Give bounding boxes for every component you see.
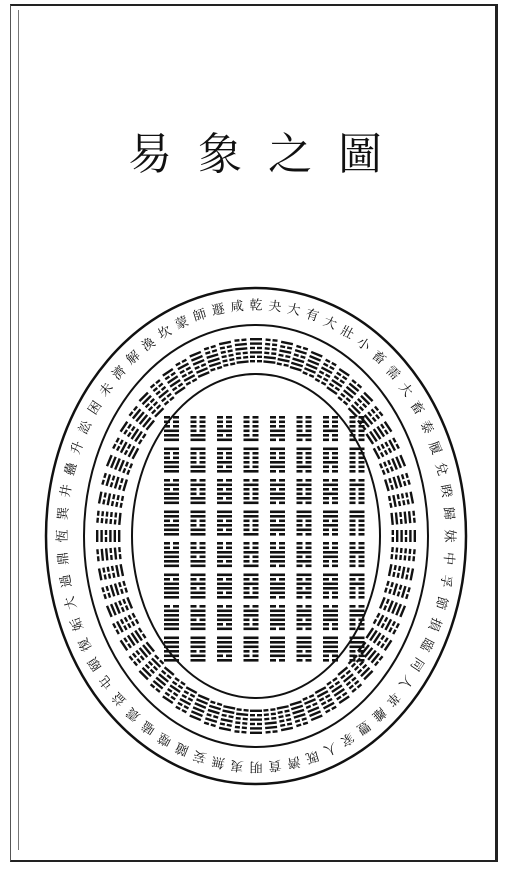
grid-hexagram <box>217 511 232 536</box>
grid-hexagram <box>191 542 206 567</box>
ring-hexagram <box>150 379 175 405</box>
grid-hexagram <box>297 574 312 599</box>
ring-label: 過 <box>58 573 76 589</box>
grid-hexagram <box>297 605 312 630</box>
ring-label: 頤 <box>85 654 106 674</box>
ring-label: 噬 <box>155 729 175 749</box>
ring-label: 屯 <box>96 672 117 692</box>
ring-hexagram <box>120 421 147 445</box>
ring-label: 恆 <box>55 529 71 543</box>
ring-label: 夬 <box>267 299 283 316</box>
ring-hexagram <box>263 708 277 733</box>
ring-label: 未 <box>96 380 117 400</box>
ring-hexagram <box>388 491 414 508</box>
grid-hexagram <box>350 479 365 504</box>
grid-hexagram <box>270 542 285 567</box>
grid-hexagram <box>297 542 312 567</box>
ring-hexagrams <box>96 338 416 734</box>
ring-hexagram <box>106 597 133 617</box>
grid-hexagram <box>244 605 259 630</box>
ring-hexagram <box>365 421 392 445</box>
ring-label: 大 <box>62 594 81 612</box>
grid-hexagram <box>244 511 259 536</box>
ring-label: 畜 <box>368 348 389 369</box>
ring-hexagram <box>189 694 209 721</box>
ring-hexagram <box>98 491 124 508</box>
grid-hexagrams <box>164 416 365 662</box>
grid-hexagram <box>244 479 259 504</box>
grid-hexagram <box>323 542 338 567</box>
ring-label: 賁 <box>267 756 283 773</box>
ring-label: 中 <box>440 551 457 566</box>
ring-label: 歸 <box>440 506 457 521</box>
ring-label: 孚 <box>436 573 454 589</box>
ring-hexagram <box>337 379 362 405</box>
ring-hexagram <box>384 581 411 600</box>
grid-hexagram <box>323 448 338 473</box>
ring-label: 小 <box>353 334 373 355</box>
ring-label: 革 <box>382 688 403 709</box>
ring-label: 豐 <box>353 717 373 738</box>
grid-hexagram <box>323 479 338 504</box>
grid-hexagram <box>164 605 179 630</box>
grid-hexagram <box>350 542 365 567</box>
ring-label: 同 <box>406 654 427 674</box>
middle-ring <box>84 325 428 747</box>
ring-label: 咸 <box>229 299 245 316</box>
grid-hexagram <box>191 416 206 441</box>
grid-hexagram <box>350 574 365 599</box>
grid-hexagram <box>217 448 232 473</box>
grid-hexagram <box>350 511 365 536</box>
ring-label: 既 <box>303 747 321 766</box>
ring-label: 解 <box>123 348 144 369</box>
grid-hexagram <box>297 479 312 504</box>
ring-label: 蠱 <box>62 460 81 478</box>
ring-hexagram <box>96 511 121 525</box>
grid-hexagram <box>244 448 259 473</box>
ring-hexagram <box>101 473 128 492</box>
ring-label: 明 <box>249 758 263 774</box>
grid-hexagram <box>164 416 179 441</box>
grid-hexagram <box>191 511 206 536</box>
grid-hexagram <box>217 542 232 567</box>
grid-hexagram <box>244 574 259 599</box>
ring-label: 損 <box>424 615 444 633</box>
grid-hexagram <box>270 479 285 504</box>
ring-label: 大 <box>395 380 416 400</box>
grid-hexagram <box>323 511 338 536</box>
ring-label: 節 <box>431 594 450 612</box>
grid-hexagram <box>297 637 312 662</box>
ring-label: 壯 <box>337 323 357 343</box>
ring-label: 嗑 <box>139 717 159 738</box>
ring-label: 臨 <box>416 635 436 654</box>
ring-label: 無 <box>210 752 227 771</box>
ring-label: 需 <box>382 363 403 384</box>
ring-hexagram <box>379 597 406 617</box>
grid-hexagram <box>323 574 338 599</box>
ring-label: 濟 <box>109 363 130 384</box>
ring-hexagram <box>379 455 406 475</box>
ring-label: 大 <box>321 314 339 333</box>
ring-label: 離 <box>368 703 389 724</box>
grid-hexagram <box>270 637 285 662</box>
ring-label: 夷 <box>229 756 245 773</box>
page-title: 易象之圖 <box>128 129 408 180</box>
ring-label: 泰 <box>416 418 436 437</box>
grid-hexagram <box>191 637 206 662</box>
grid-hexagram <box>217 416 232 441</box>
ring-hexagram <box>337 666 362 692</box>
grid-hexagram <box>191 479 206 504</box>
grid-hexagram <box>217 605 232 630</box>
ring-hexagram <box>263 338 277 363</box>
ring-label: 巽 <box>55 506 72 521</box>
ring-label: 升 <box>68 439 88 457</box>
outer-ring <box>46 288 466 784</box>
grid-hexagram <box>244 637 259 662</box>
ring-hexagram <box>250 338 262 362</box>
ring-label: 益 <box>109 688 130 709</box>
ring-label: 妄 <box>191 747 209 766</box>
grid-hexagram <box>191 448 206 473</box>
ring-label: 履 <box>424 439 444 457</box>
grid-hexagram <box>191 574 206 599</box>
ring-label: 困 <box>85 398 106 418</box>
ring-hexagram <box>250 710 262 734</box>
ring-label: 家 <box>337 729 357 749</box>
ring-hexagram <box>96 547 121 561</box>
ring-label: 人 <box>395 672 416 692</box>
ring-label: 坎 <box>155 323 175 343</box>
ring-hexagram <box>150 666 175 692</box>
ring-hexagram <box>365 627 392 651</box>
ring-hexagram <box>219 705 236 731</box>
ring-hexagram <box>189 351 209 378</box>
ring-hexagram <box>101 581 128 600</box>
ring-label: 蒙 <box>173 314 191 333</box>
ring-hexagram <box>384 473 411 492</box>
ring-label: 訟 <box>76 418 96 437</box>
grid-hexagram <box>270 448 285 473</box>
ring-hexagram <box>106 455 133 475</box>
ring-label: 有 <box>303 306 321 325</box>
grid-hexagram <box>323 637 338 662</box>
ring-hexagram <box>277 705 294 731</box>
ring-hexagram <box>234 708 248 733</box>
ring-label: 隨 <box>173 739 191 758</box>
ring-label: 鼎 <box>55 551 72 566</box>
ring-label: 兌 <box>431 460 450 478</box>
ring-label: 姤 <box>68 615 88 633</box>
ring-hexagram <box>277 341 294 367</box>
grid-hexagram <box>270 605 285 630</box>
grid-hexagram <box>244 416 259 441</box>
ring-label: 震 <box>123 703 144 724</box>
ring-label: 井 <box>58 483 76 499</box>
ring-hexagram <box>120 627 147 651</box>
ring-label: 遯 <box>210 301 227 320</box>
grid-hexagram <box>297 416 312 441</box>
ring-label: 復 <box>76 635 96 654</box>
grid-hexagram <box>217 479 232 504</box>
ring-hexagram <box>392 530 416 542</box>
grid-hexagram <box>323 416 338 441</box>
grid-hexagram <box>164 511 179 536</box>
grid-hexagram <box>297 511 312 536</box>
grid-hexagram <box>270 574 285 599</box>
ring-label: 渙 <box>139 334 159 355</box>
grid-hexagram <box>270 511 285 536</box>
grid-hexagram <box>323 605 338 630</box>
ring-label: 大 <box>285 301 302 320</box>
grid-hexagram <box>164 574 179 599</box>
ring-hexagram <box>388 564 414 581</box>
ring-label: 畜 <box>406 398 427 418</box>
ring-hexagram <box>390 547 415 561</box>
grid-hexagram <box>164 542 179 567</box>
ring-hexagram <box>219 341 236 367</box>
grid-hexagram <box>217 574 232 599</box>
ring-label: 濟 <box>285 752 302 771</box>
grid-hexagram <box>244 542 259 567</box>
ring-hexagram <box>96 530 120 542</box>
ring-hexagram <box>98 564 124 581</box>
ring-hexagram <box>234 338 248 363</box>
ring-hexagram <box>302 351 322 378</box>
grid-hexagram <box>297 448 312 473</box>
grid-hexagram <box>191 605 206 630</box>
ring-hexagram <box>390 511 415 525</box>
grid-hexagram <box>164 448 179 473</box>
ring-hexagram <box>302 694 322 721</box>
ring-label: 睽 <box>436 483 454 499</box>
grid-hexagram <box>270 416 285 441</box>
ring-label: 乾 <box>249 298 263 314</box>
grid-hexagram <box>217 637 232 662</box>
grid-hexagram <box>164 479 179 504</box>
ring-label: 師 <box>191 306 209 325</box>
ring-label: 妹 <box>441 529 457 543</box>
ring-label: 人 <box>321 739 339 758</box>
